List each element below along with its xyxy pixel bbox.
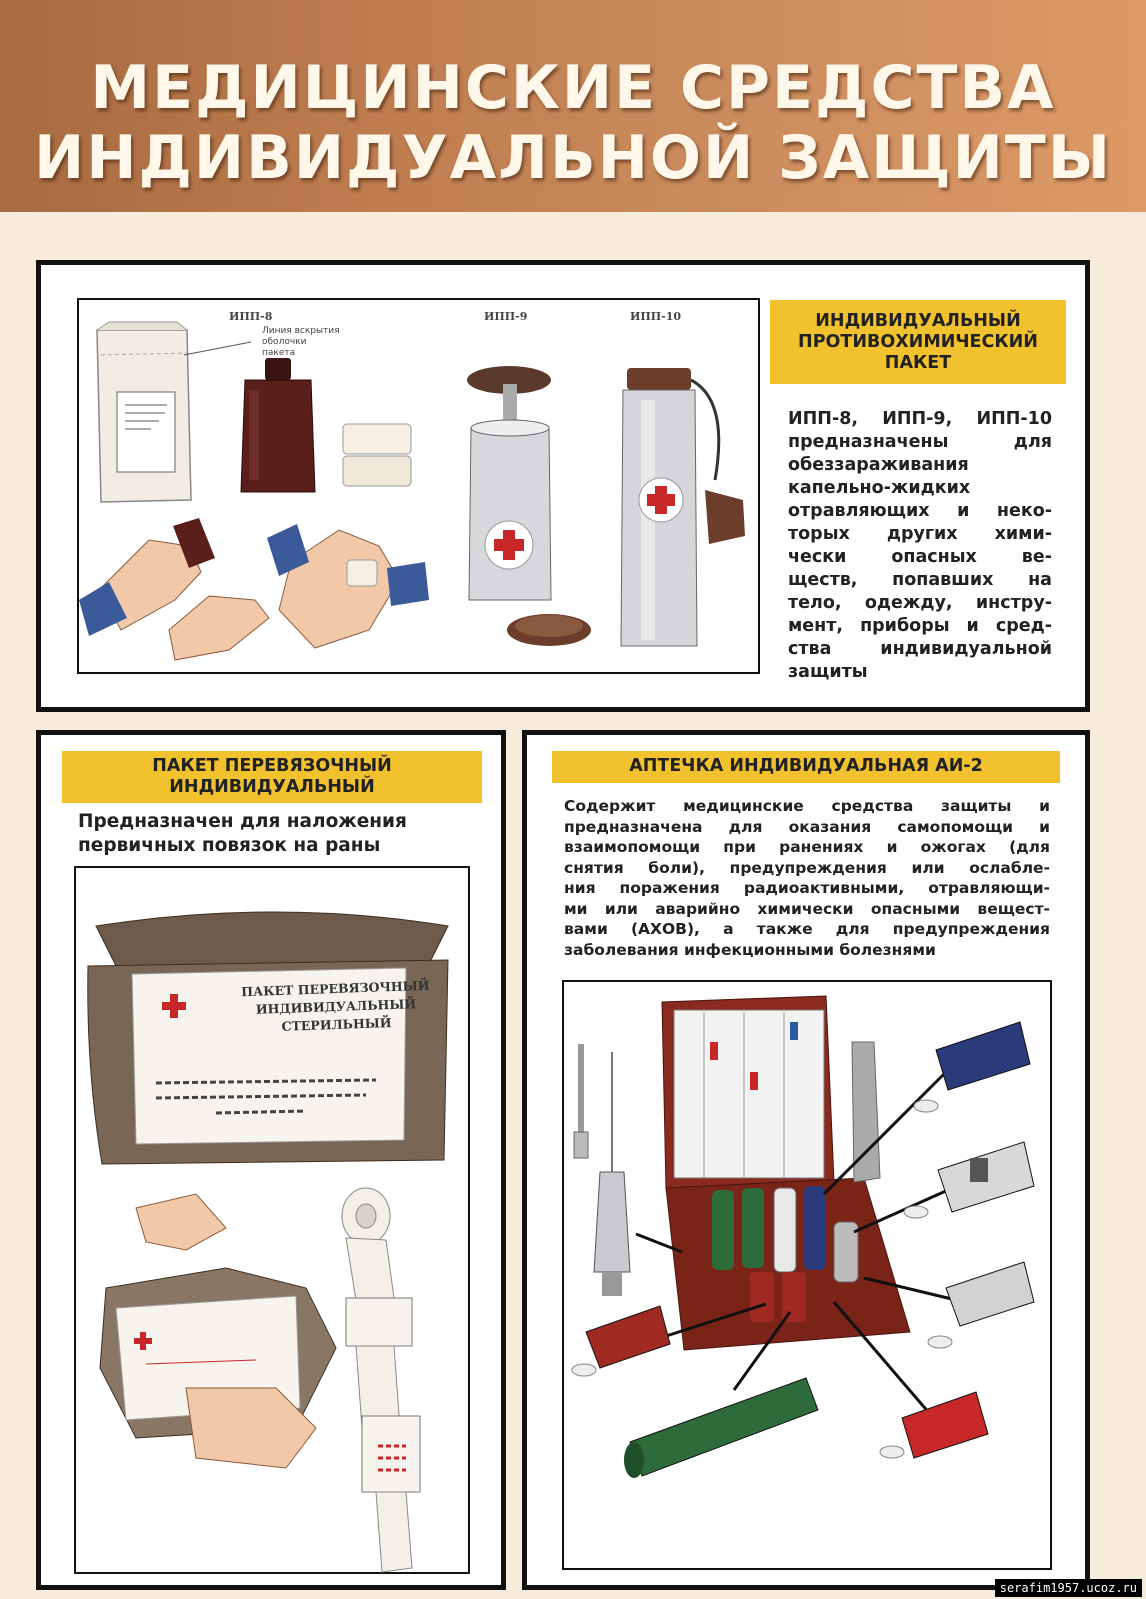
package-print-line-1: ПАКЕТ ПЕРЕВЯЗОЧНЫЙ — [240, 977, 430, 1000]
ai2-description — [564, 796, 1050, 960]
container-red-left-icon — [572, 1306, 670, 1376]
dressing-label-line-1: ПАКЕТ ПЕРЕВЯЗОЧНЫЙ — [152, 756, 392, 776]
ipp-label-line-3: ПАКЕТ — [884, 353, 952, 373]
ipp9-cylinder-icon — [467, 366, 591, 646]
ipp8-caption: ИПП-8 — [229, 310, 273, 323]
ipp-desc-line: ществ, попавших на — [788, 570, 1052, 590]
dressing-illustration-frame — [74, 866, 470, 1574]
dressing-label-line-2: ИНДИВИДУАЛЬНЫЙ — [169, 777, 375, 797]
page-title-line-2: ИНДИВИДУАЛЬНОЙ ЗАЩИТЫ — [34, 123, 1112, 193]
ipp-desc-line: предназначены для — [788, 432, 1052, 452]
ai2-desc-line: взаимопомощи при ранениях и ожогах (для — [564, 838, 1050, 856]
dressing-desc-line: Предназначен для наложения — [78, 811, 407, 832]
ipp9-caption: ИПП-9 — [484, 310, 528, 323]
ai2-illustration-frame — [562, 980, 1052, 1570]
ai2-desc-line: ми или аварийно химически опасными вещест- — [564, 899, 1050, 918]
ipp-section-label — [770, 300, 1066, 384]
syringe-icon — [574, 1044, 630, 1296]
ipp-illustration — [79, 300, 762, 676]
ipp-desc-line: торых других хими- — [788, 524, 1052, 544]
ai2-desc-line: вами (АХОВ), а также для предупреждения — [564, 920, 1050, 938]
ipp-desc-line: ства индивидуальной — [788, 639, 1052, 659]
container-blue-icon — [914, 1022, 1030, 1112]
ai2-desc-line: ния поражения радиоактивными, отравляющи- — [564, 879, 1050, 897]
ipp-desc-line: ИПП-8, ИПП-9, ИПП-10 — [788, 409, 1052, 429]
ipp-label-line-1: ИНДИВИДУАЛЬНЫЙ — [815, 311, 1021, 331]
container-red-right-icon — [880, 1392, 988, 1458]
header-banner — [0, 0, 1146, 212]
dressing-desc-line: первичных повязок на раны — [78, 835, 381, 856]
ai2-illustration — [564, 982, 1054, 1572]
dressing-description — [78, 810, 478, 858]
callout-line-1: Линия вскрытия — [262, 326, 340, 336]
ipp-desc-line: тело, одежду, инстру- — [788, 593, 1052, 613]
package-print-line-2: ИНДИВИДУАЛЬНЫЙ — [255, 996, 417, 1017]
ipp-desc-line: отравляющих и неко- — [788, 501, 1052, 521]
container-grey-icon — [928, 1262, 1034, 1348]
package-print-line-3: СТЕРИЛЬНЫЙ — [281, 1015, 392, 1034]
page-title-line-1: МЕДИЦИНСКИЕ СРЕДСТВА — [90, 53, 1056, 123]
hands-opening-icon — [100, 1194, 336, 1468]
ipp10-caption: ИПП-10 — [630, 310, 682, 323]
ipp10-cylinder-icon — [621, 368, 745, 646]
dressing-illustration — [76, 868, 472, 1576]
ipp-desc-line: чески опасных ве- — [788, 547, 1052, 567]
package-print — [225, 976, 447, 1038]
ai2-desc-line: Содержит медицинские средства защиты и — [564, 797, 1050, 815]
ai2-desc-line: предназначена для оказания самопомощи и — [564, 817, 1050, 836]
kit-case-icon — [662, 996, 910, 1350]
ipp-label-line-2: ПРОТИВОХИМИЧЕСКИЙ — [798, 332, 1038, 352]
callout-line-3: пакета — [262, 348, 296, 358]
source-watermark: serafim1957.ucoz.ru — [995, 1579, 1142, 1597]
dressing-package-icon — [88, 912, 448, 1164]
dressing-section-label — [62, 751, 482, 803]
ai2-label-text: АПТЕЧКА ИНДИВИДУАЛЬНАЯ АИ-2 — [629, 756, 983, 776]
ipp-desc-line: обеззараживания — [788, 455, 969, 475]
ipp-description — [788, 408, 1052, 684]
ipp-desc-line: мент, приборы и сред- — [788, 616, 1052, 636]
ipp-desc-line: капельно-жидких — [788, 478, 971, 498]
hands-applying-icon — [79, 518, 429, 660]
ai2-desc-line: заболевания инфекционными болезнями — [564, 940, 936, 959]
container-green-tube-icon — [624, 1378, 818, 1478]
ipp8-bottle-icon — [241, 358, 315, 492]
ai2-section-label — [552, 751, 1060, 783]
ipp-illustration-frame — [77, 298, 760, 674]
ai2-desc-line: снятия боли), предупреждения или ослабле- — [564, 858, 1050, 877]
bandage-roll-icon — [342, 1188, 420, 1572]
container-white-icon — [904, 1142, 1034, 1218]
callout-line-2: оболочки — [262, 337, 307, 347]
ipp8-bag-icon — [97, 322, 251, 502]
ipp-desc-line: защиты — [788, 662, 868, 682]
ipp8-pads-icon — [343, 424, 411, 486]
